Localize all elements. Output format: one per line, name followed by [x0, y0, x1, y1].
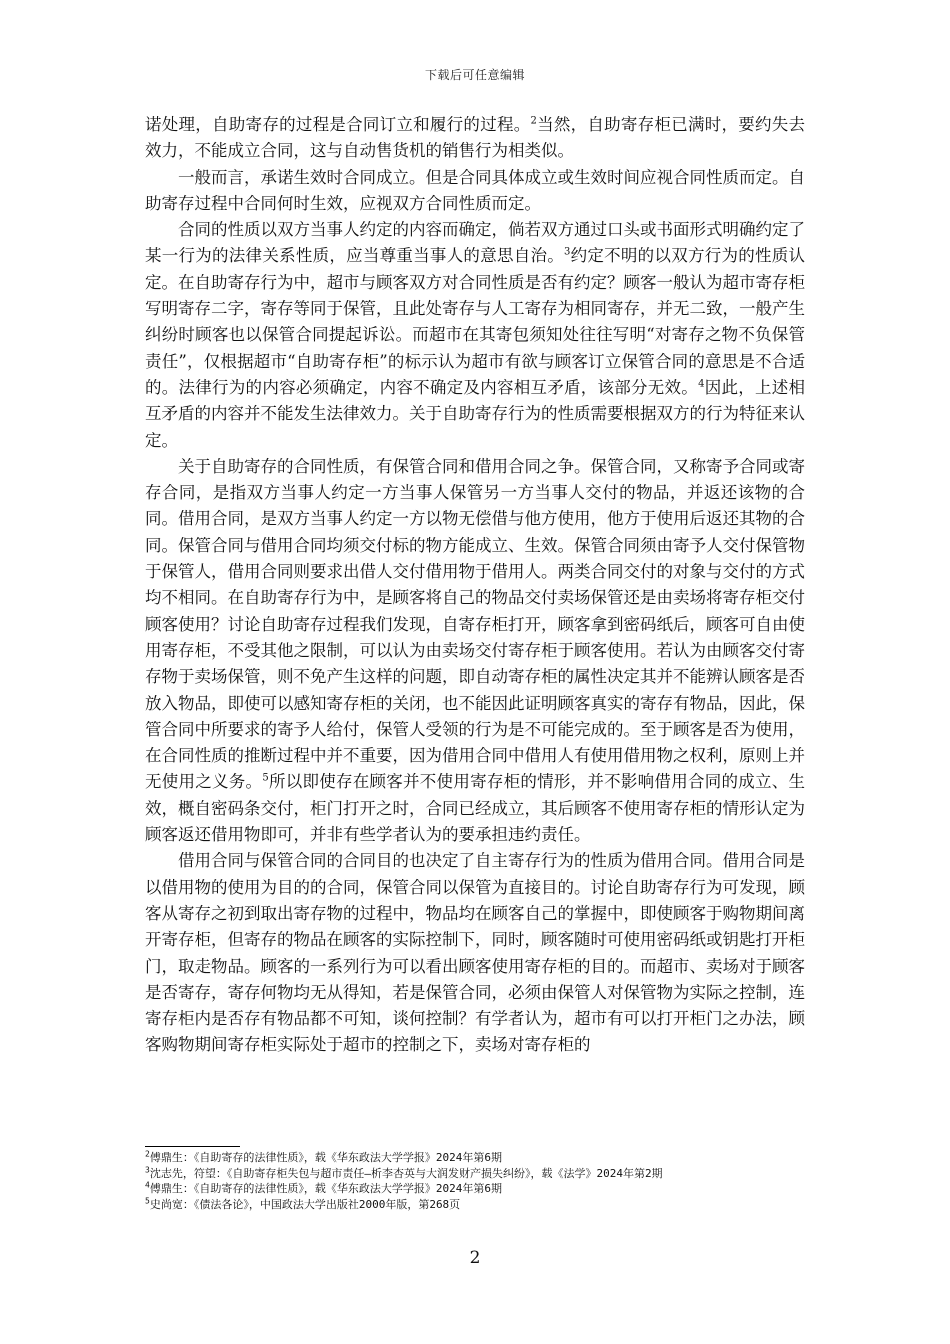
page-number: 2 — [469, 1248, 481, 1268]
paragraph-text: 借用合同与保管合同的合同目的也决定了自主寄存行为的性质为借用合同。借用合同是以借用物的使用为目的的合同，保管合同以保管为直接目的。讨论自助寄存行为可发现，顾客从寄存之初到取出寄存物的过程中，物品均在顾客自己的掌握中，即使顾客于购物期间离开寄存柜，但寄存的物品在顾客的实际控制下，同时，顾客随时可使用密码纸或钥匙打开柜门，取走物品。顾客的一系列行为可以看出顾客使用寄存柜的目的。而超市、卖场对于顾客是否寄存，寄存何物均无从得知，若是保管合同，必须由保管人对保管物为实际之控制，连寄存柜内是否存有物品都不可知，谈何控制？有学者认为，超市有可以打开柜门之办法，顾客购物期间寄存柜实际处于超市的控制之下，卖场对寄存柜的 — [145, 851, 805, 1055]
footnote-number: 5 — [145, 1195, 150, 1205]
paragraph — [145, 112, 805, 165]
footnotes — [145, 1150, 805, 1212]
footnote-number: 3 — [145, 1164, 150, 1174]
paragraph-text: 诺处理，自助寄存的过程是合同订立和履行的过程。 — [145, 115, 531, 134]
page-header: 下载后可任意编辑 — [424, 68, 525, 82]
paragraph-text: 关于自助寄存的合同性质，有保管合同和借用合同之争。保管合同，又称寄予合同或寄存合同，是指双方当事人约定一方当事人保管另一方当事人交付的物品，并返还该物的合同。借用合同，是双方当事人约定一方以物无偿借与他方使用，他方于使用后返还其物的合同。保管合同与借用合同均须交付标的物方能成立、生效。保管合同须由寄予人交付保管物于保管人，借用合同则要求出借人交付借用物于借用人。两类合同交付的对象与交付的方式均不相同。在自助寄存行为中，是顾客将自己的物品交付卖场保管还是由卖场将寄存柜交付顾客使用？讨论自助寄存过程我们发现，自寄存柜打开，顾客拿到密码纸后，顾客可自由使用寄存柜，不受其他之限制，可以认为由卖场交付寄存柜于顾客使用。若认为由顾客交付寄存物于卖场保管，则不免产生这样的问题，即自动寄存柜的属性决定其并不能辨认顾客是否放入物品，即使可以感知寄存柜的关闭，也不能因此证明顾客真实的寄存有物品，因此，保管合同中所要求的寄予人给付，保管人受领的行为是不可能完成的。至于顾客是否为使用，在合同性质的推断过程中并不重要，因为借用合同中借用人有使用借用物之权利，原则上并无使用之义务。 — [145, 456, 805, 792]
footnote — [145, 1166, 805, 1182]
paragraph — [145, 848, 805, 1058]
footnote-text: 史尚宽：《债法各论》，中国政法大学出版社2000年版，第268页 — [149, 1197, 461, 1211]
footnote-ref: 5 — [262, 772, 269, 784]
paragraph — [145, 217, 805, 454]
footnote-ref: 2 — [530, 115, 537, 127]
paragraph-text: 所以即使存在顾客并不使用寄存柜的情形，并不影响借用合同的成立、生效，概自密码条交付，柜门打开之时，合同已经成立，其后顾客不使用寄存柜的情形认定为顾客返还借用物即可，并非有些学者认为的要承担违约责任。 — [145, 772, 806, 845]
footnote-text: 傅鼎生：《自助寄存的法律性质》，载《华东政法大学学报》2024年第6期 — [149, 1182, 502, 1195]
footnote-separator — [145, 1146, 240, 1147]
body-text — [145, 112, 805, 1059]
footnote-number: 2 — [145, 1149, 150, 1159]
footnote-ref: 3 — [564, 246, 571, 258]
paragraph — [145, 165, 805, 218]
footnote-text: 傅鼎生：《自助寄存的法律性质》，载《华东政法大学学报》2024年第6期 — [149, 1151, 502, 1164]
footnote-number: 4 — [145, 1180, 150, 1190]
paragraph-text: 因此，上述相互矛盾的内容并不能发生法律效力。关于自助寄存行为的性质需要根据双方的行为特征来认定。 — [145, 377, 806, 450]
paragraph-text: 一般而言，承诺生效时合同成立。但是合同具体成立或生效时间应视合同性质而定。自助寄存过程中合同何时生效，应视双方合同性质而定。 — [145, 167, 805, 213]
paragraph-text: 约定不明的以双方行为的性质认定。在自助寄存行为中，超市与顾客双方对合同性质是否有约定？顾客一般认为超市寄存柜写明寄存二字，寄存等同于保管，且此处寄存与人工寄存为相同寄存，并无二致，一般产生纠纷时顾客也以保管合同提起诉讼。而超市在其寄包须知处往往写明“对寄存之物不负保管责任”，仅根据超市“自助寄存柜”的标示认为超市有欲与顾客订立保管合同的意思是不合适的。法律行为的内容必须确定，内容不确定及内容相互矛盾，该部分无效。 — [145, 246, 806, 397]
paragraph-text: 当然，自助寄存柜已满时，要约失去效力，不能成立合同，这与自动售货机的销售行为相类似。 — [145, 115, 806, 161]
footnote-ref: 4 — [698, 378, 705, 390]
footnote — [145, 1150, 805, 1166]
paragraph — [145, 454, 805, 848]
footnote-text: 沈志先，符望：《自助寄存柜失包与超市责任—析李杏英与大润发财产损失纠纷》，载《法学》2024年第2期 — [149, 1166, 663, 1180]
paragraph-text: 合同的性质以双方当事人约定的内容而确定，倘若双方通过口头或书面形式明确约定了某一行为的法律关系性质，应当尊重当事人的意思自治。 — [145, 220, 805, 266]
footnote — [145, 1197, 805, 1213]
footnote — [145, 1181, 805, 1197]
